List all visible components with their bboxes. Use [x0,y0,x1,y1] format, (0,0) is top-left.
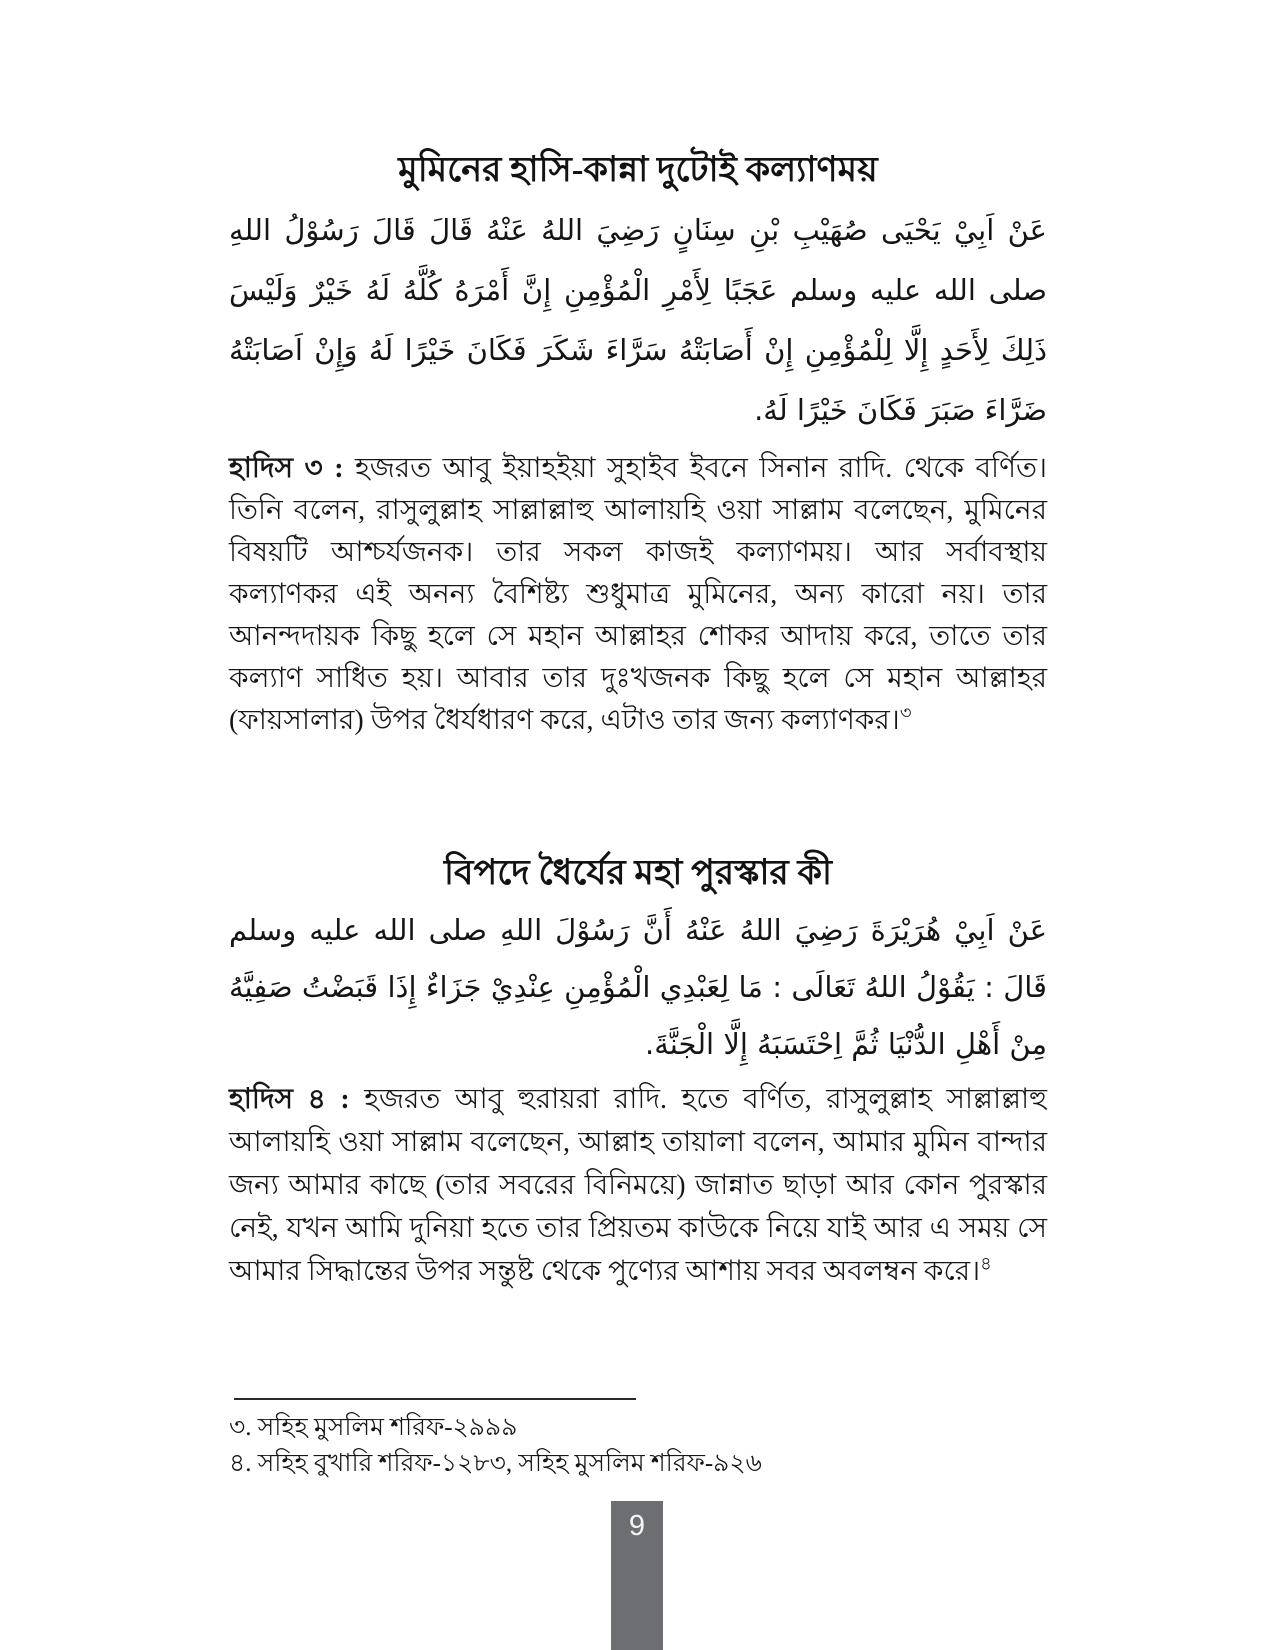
hadith-3-number-label: হাদিস ৩ : [229,453,344,484]
arabic-hadith-text-4: عَنْ اَبِيْ هُرَيْرَةَ رَضِيَ اللهُ عَنْهُ أَنَّ رَسُوْلَ اللهِ صلى الله عليه وسلم قَالَ : يَقُوْلُ اللهُ تَعَالَى : مَا لِعَبْدِي الْمُؤْمِنِ عِنْدِيْ جَزَاءٌ إِذَا قَبَضْتُ صَفِيَّهُ مِنْ أَهْلِ الدُّنْيَا ثُمَّ اِحْتَسَبَهُ إِلَّا الْجَنَّةَ. [229,913,1047,1061]
hadith-4-translation-paragraph [229,1078,1047,1293]
footnote-divider [234,1398,636,1400]
hadith-3-translation-paragraph [229,448,1047,742]
footnote-reference-4: ৪ [980,1253,992,1274]
hadith-4-number-label: হাদিস ৪ : [229,1084,350,1115]
footnote-3: ৩. সহিহ মুসলিম শরিফ-২৯৯৯ [229,1414,518,1441]
footnote-reference-3: ৩ [899,702,912,723]
footnote-4: ৪. সহিহ বুখারি শরিফ-১২৮৩, সহিহ মুসলিম শরিফ-৯২৬ [229,1450,762,1477]
footnotes-block [229,1410,1047,1482]
section-title-hadith-4: বিপদে ধৈর্যের মহা পুরস্কার কী [443,853,833,892]
section-title-hadith-3: মুমিনের হাসি-কান্না দুটোই কল্যাণময় [398,150,878,189]
page-number: 9 [628,1510,646,1542]
hadith-4-body-text: হজরত আবু হুরায়রা রাদি. হতে বর্ণিত, রাসুলুল্লাহ সাল্লাল্লাহু আলায়হি ওয়া সাল্লাম বলেছেন, আল্লাহ তায়ালা বলেন, আমার মুমিন বান্দার জন্য আমার কাছে (তার সবরের বিনিময়ে) জান্নাত ছাড়া আর কোন পুরস্কার নেই, যখন আমি দুনিয়া হতে তার প্রিয়তম কাউকে নিয়ে যাই আর এ সময় সে আমার সিদ্ধান্তের উপর সন্তুষ্ট থেকে পুণ্যের আশায় সবর অবলম্বন করে। [229,1084,1048,1287]
page-number-tab [611,1501,663,1650]
arabic-hadith-text-3: عَنْ اَبِيْ يَحْيَى صُهَيْبِ بْنِ سِنَانٍ رَضِيَ اللهُ عَنْهُ قَالَ قَالَ رَسُوْلُ اللهِ صلى الله عليه وسلم عَجَبًا لِأَمْرِ الْمُؤْمِنِ إِنَّ أَمْرَهُ كُلَّهُ لَهُ خَيْرٌ وَلَيْسَ ذَلِكَ لِأَحَدٍ إِلَّا لِلْمُؤْمِنِ إِنْ أَصَابَتْهُ سَرَّاءَ شَكَرَ فَكَانَ خَيْرًا لَهُ وَإِنْ اَصَابَتْهُ ضَرَّاءَ صَبَرَ فَكَانَ خَيْرًا لَهُ. [229,213,1047,427]
hadith-3-body-text: হজরত আবু ইয়াহইয়া সুহাইব ইবনে সিনান রাদি. থেকে বর্ণিত। তিনি বলেন, রাসুলুল্লাহ সাল্লাল্লাহু আলায়হি ওয়া সাল্লাম বলেছেন, মুমিনের বিষয়টি আশ্চর্যজনক। তার সকল কাজই কল্যাণময়। আর সর্বাবস্থায় কল্যাণকর এই অনন্য বৈশিষ্ট্য শুধুমাত্র মুমিনের, অন্য কারো নয়। তার আনন্দদায়ক কিছু হলে সে মহান আল্লাহর শোকর আদায় করে, তাতে তার কল্যাণ সাধিত হয়। আবার তার দুঃখজনক কিছু হলে সে মহান আল্লাহর (ফায়সালার) উপর ধৈর্যধারণ করে, এটাও তার জন্য কল্যাণকর। [229,453,1048,736]
